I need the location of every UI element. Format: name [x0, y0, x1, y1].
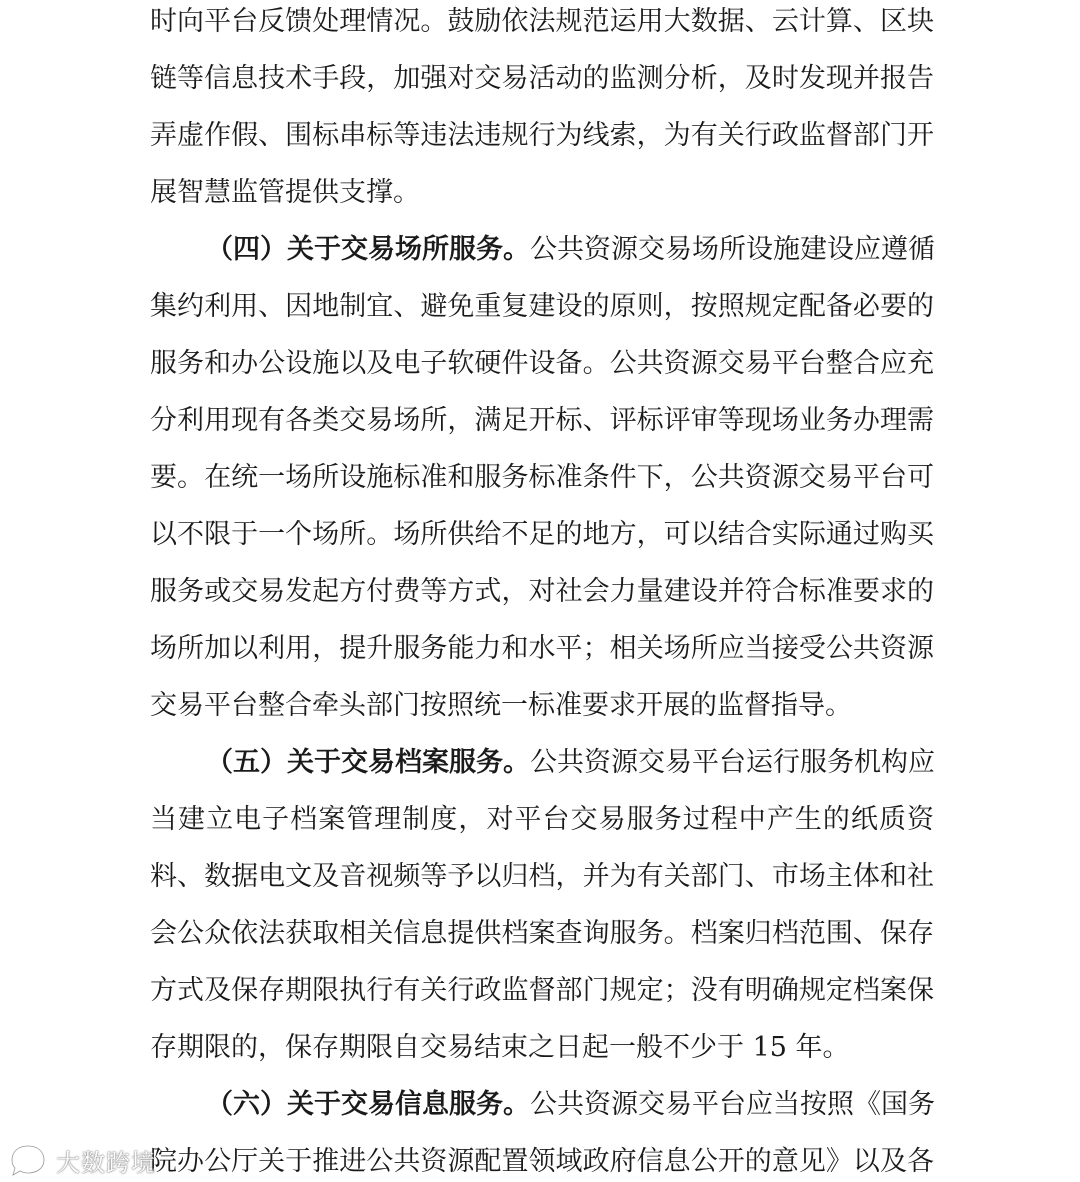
text-line: 当建立电子档案管理制度，对平台交易服务过程中产生的纸质资: [150, 804, 934, 835]
section-heading: （六）关于交易信息服务。: [206, 1089, 530, 1120]
text-line: 服务或交易发起方付费等方式，对社会力量建设并符合标准要求的: [150, 576, 934, 607]
watermark-text: 大数跨境: [56, 1148, 156, 1177]
text-line: 方式及保存期限执行有关行政监督部门规定；没有明确规定档案保: [150, 975, 934, 1006]
chat-bubble-logo-icon: [6, 1142, 50, 1178]
text-line: 料、数据电文及音视频等予以归档，并为有关部门、市场主体和社: [150, 861, 934, 892]
text-line: 院办公厅关于推进公共资源配置领域政府信息公开的意见》以及各: [150, 1146, 934, 1177]
text-line: 要。在统一场所设施标准和服务标准条件下，公共资源交易平台可: [150, 462, 934, 493]
paragraph-first-line: [206, 1085, 934, 1125]
text-run: 公共资源交易平台应当按照《国务: [530, 1089, 935, 1120]
text-line: 展智慧监管提供支撑。: [150, 177, 420, 208]
section-heading: （五）关于交易档案服务。: [206, 747, 530, 778]
text-line: 分利用现有各类交易场所，满足开标、评标评审等现场业务办理需: [150, 405, 934, 436]
watermark: [6, 1140, 156, 1180]
section-heading: （四）关于交易场所服务。: [206, 234, 530, 265]
text-line: 服务和办公设施以及电子软硬件设备。公共资源交易平台整合应充: [150, 348, 934, 379]
text-line: 集约利用、因地制宜、避免重复建设的原则，按照规定配备必要的: [150, 291, 934, 322]
paragraph-first-line: [206, 743, 934, 783]
text-line: 交易平台整合牵头部门按照统一标准要求开展的监督指导。: [150, 690, 852, 721]
text-line: 会公众依法获取相关信息提供档案查询服务。档案归档范围、保存: [150, 918, 934, 949]
text-line: 以不限于一个场所。场所供给不足的地方，可以结合实际通过购买: [150, 519, 934, 550]
text-run: 公共资源交易平台运行服务机构应: [530, 747, 935, 778]
text-line: 弄虚作假、围标串标等违法违规行为线索，为有关行政监督部门开: [150, 120, 934, 151]
text-line: 时向平台反馈处理情况。鼓励依法规范运用大数据、云计算、区块: [150, 6, 934, 37]
text-run: 公共资源交易场所设施建设应遵循: [530, 234, 935, 265]
text-line: 链等信息技术手段，加强对交易活动的监测分析，及时发现并报告: [150, 63, 934, 94]
text-line: 存期限的，保存期限自交易结束之日起一般不少于 15 年。: [150, 1032, 850, 1063]
paragraph-first-line: [206, 230, 934, 270]
text-line: 场所加以利用，提升服务能力和水平；相关场所应当接受公共资源: [150, 633, 934, 664]
